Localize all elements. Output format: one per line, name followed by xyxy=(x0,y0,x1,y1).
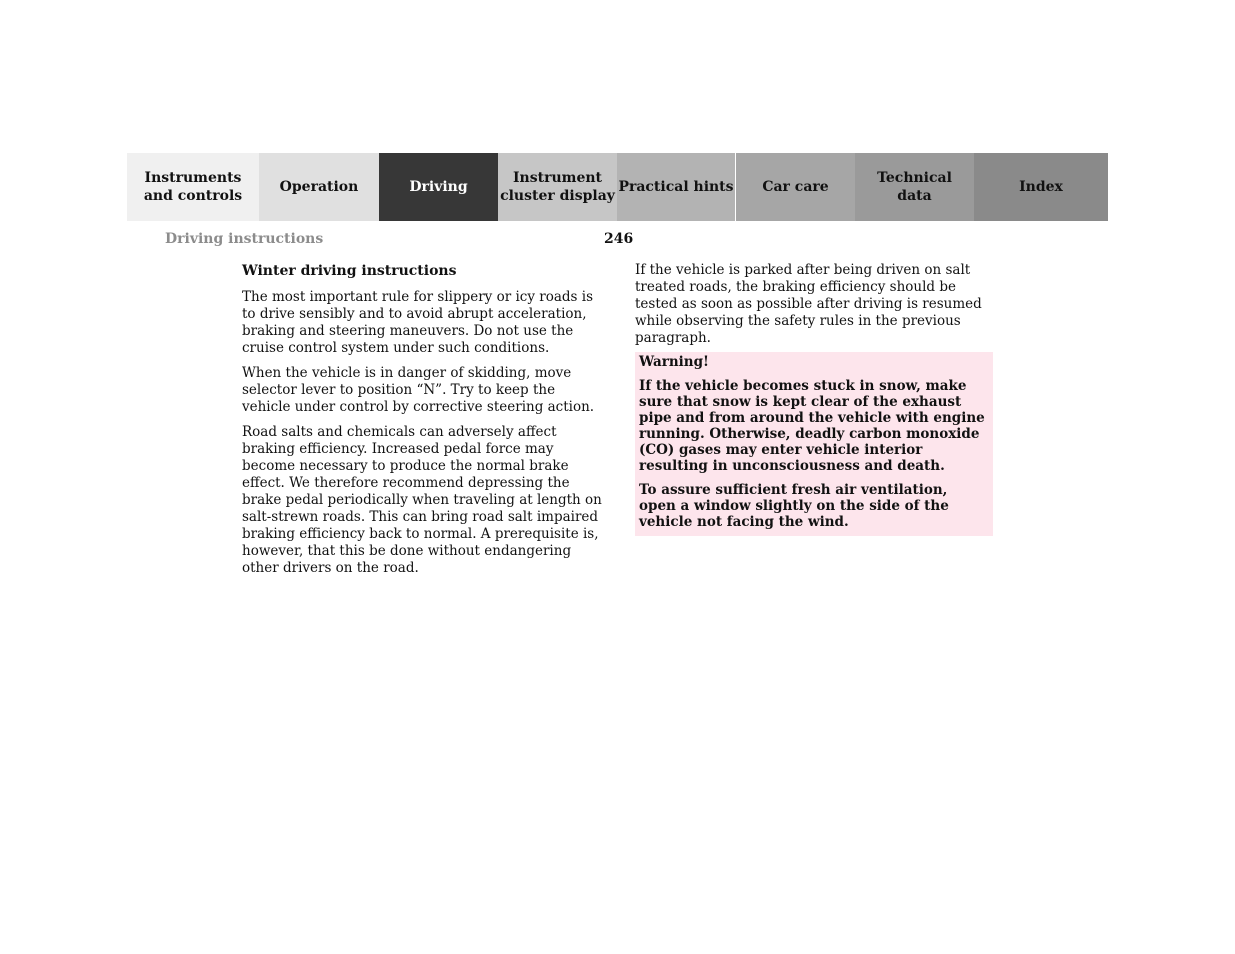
warning-paragraph: To assure sufficient fresh air ventilation, open a window slightly on the side of the vehicle not facing the wind. xyxy=(639,482,949,530)
tab-driving[interactable]: Driving xyxy=(379,153,498,221)
page-number: 246 xyxy=(604,231,634,247)
left-column xyxy=(242,262,604,585)
body-paragraph: Road salts and chemicals can adversely affect braking efficiency. Increased pedal force may become necessary to produce the normal brake effect. We therefore recommend depressing the brake pedal periodically when traveling at length on salt-strewn roads. This can bring road salt impaired braking efficiency back to normal. A prerequisite is, however, that this be done without endangering other drivers on the road. xyxy=(242,424,602,576)
right-column xyxy=(635,262,997,347)
warning-box xyxy=(635,352,993,536)
body-paragraph: The most important rule for slippery or icy roads is to drive sensibly and to avoid abrupt acceleration, braking and steering maneuvers. Do not use the cruise control system under such conditions. xyxy=(242,289,594,356)
tab-car-care[interactable]: Car care xyxy=(736,153,855,221)
section-title: Driving instructions xyxy=(165,231,324,247)
tab-index[interactable]: Index xyxy=(974,153,1108,221)
tab-technical-data[interactable]: Technical data xyxy=(855,153,974,221)
body-paragraph: When the vehicle is in danger of skidding, move selector lever to position “N”. Try to keep the vehicle under control by corrective steering action. xyxy=(242,365,595,415)
warning-title: Warning! xyxy=(639,354,709,370)
tab-instruments-and-controls[interactable]: Instruments and controls xyxy=(127,153,259,221)
section-tab-bar xyxy=(127,153,1108,221)
content-heading: Winter driving instructions xyxy=(242,263,457,279)
tab-instrument-cluster-display[interactable]: Instrument cluster display xyxy=(498,153,617,221)
warning-paragraph: If the vehicle becomes stuck in snow, make sure that snow is kept clear of the exhaust pipe and from around the vehicle with engine running. Otherwise, deadly carbon monoxide (CO) gases may enter vehicle interior resulting in unconsciousness and death. xyxy=(639,378,985,474)
tab-operation[interactable]: Operation xyxy=(259,153,379,221)
tab-practical-hints[interactable]: Practical hints xyxy=(617,153,736,221)
body-paragraph: If the vehicle is parked after being driven on salt treated roads, the braking efficiency should be tested as soon as possible after driving is resumed while observing the safety rules in the previous paragraph. xyxy=(635,262,982,346)
